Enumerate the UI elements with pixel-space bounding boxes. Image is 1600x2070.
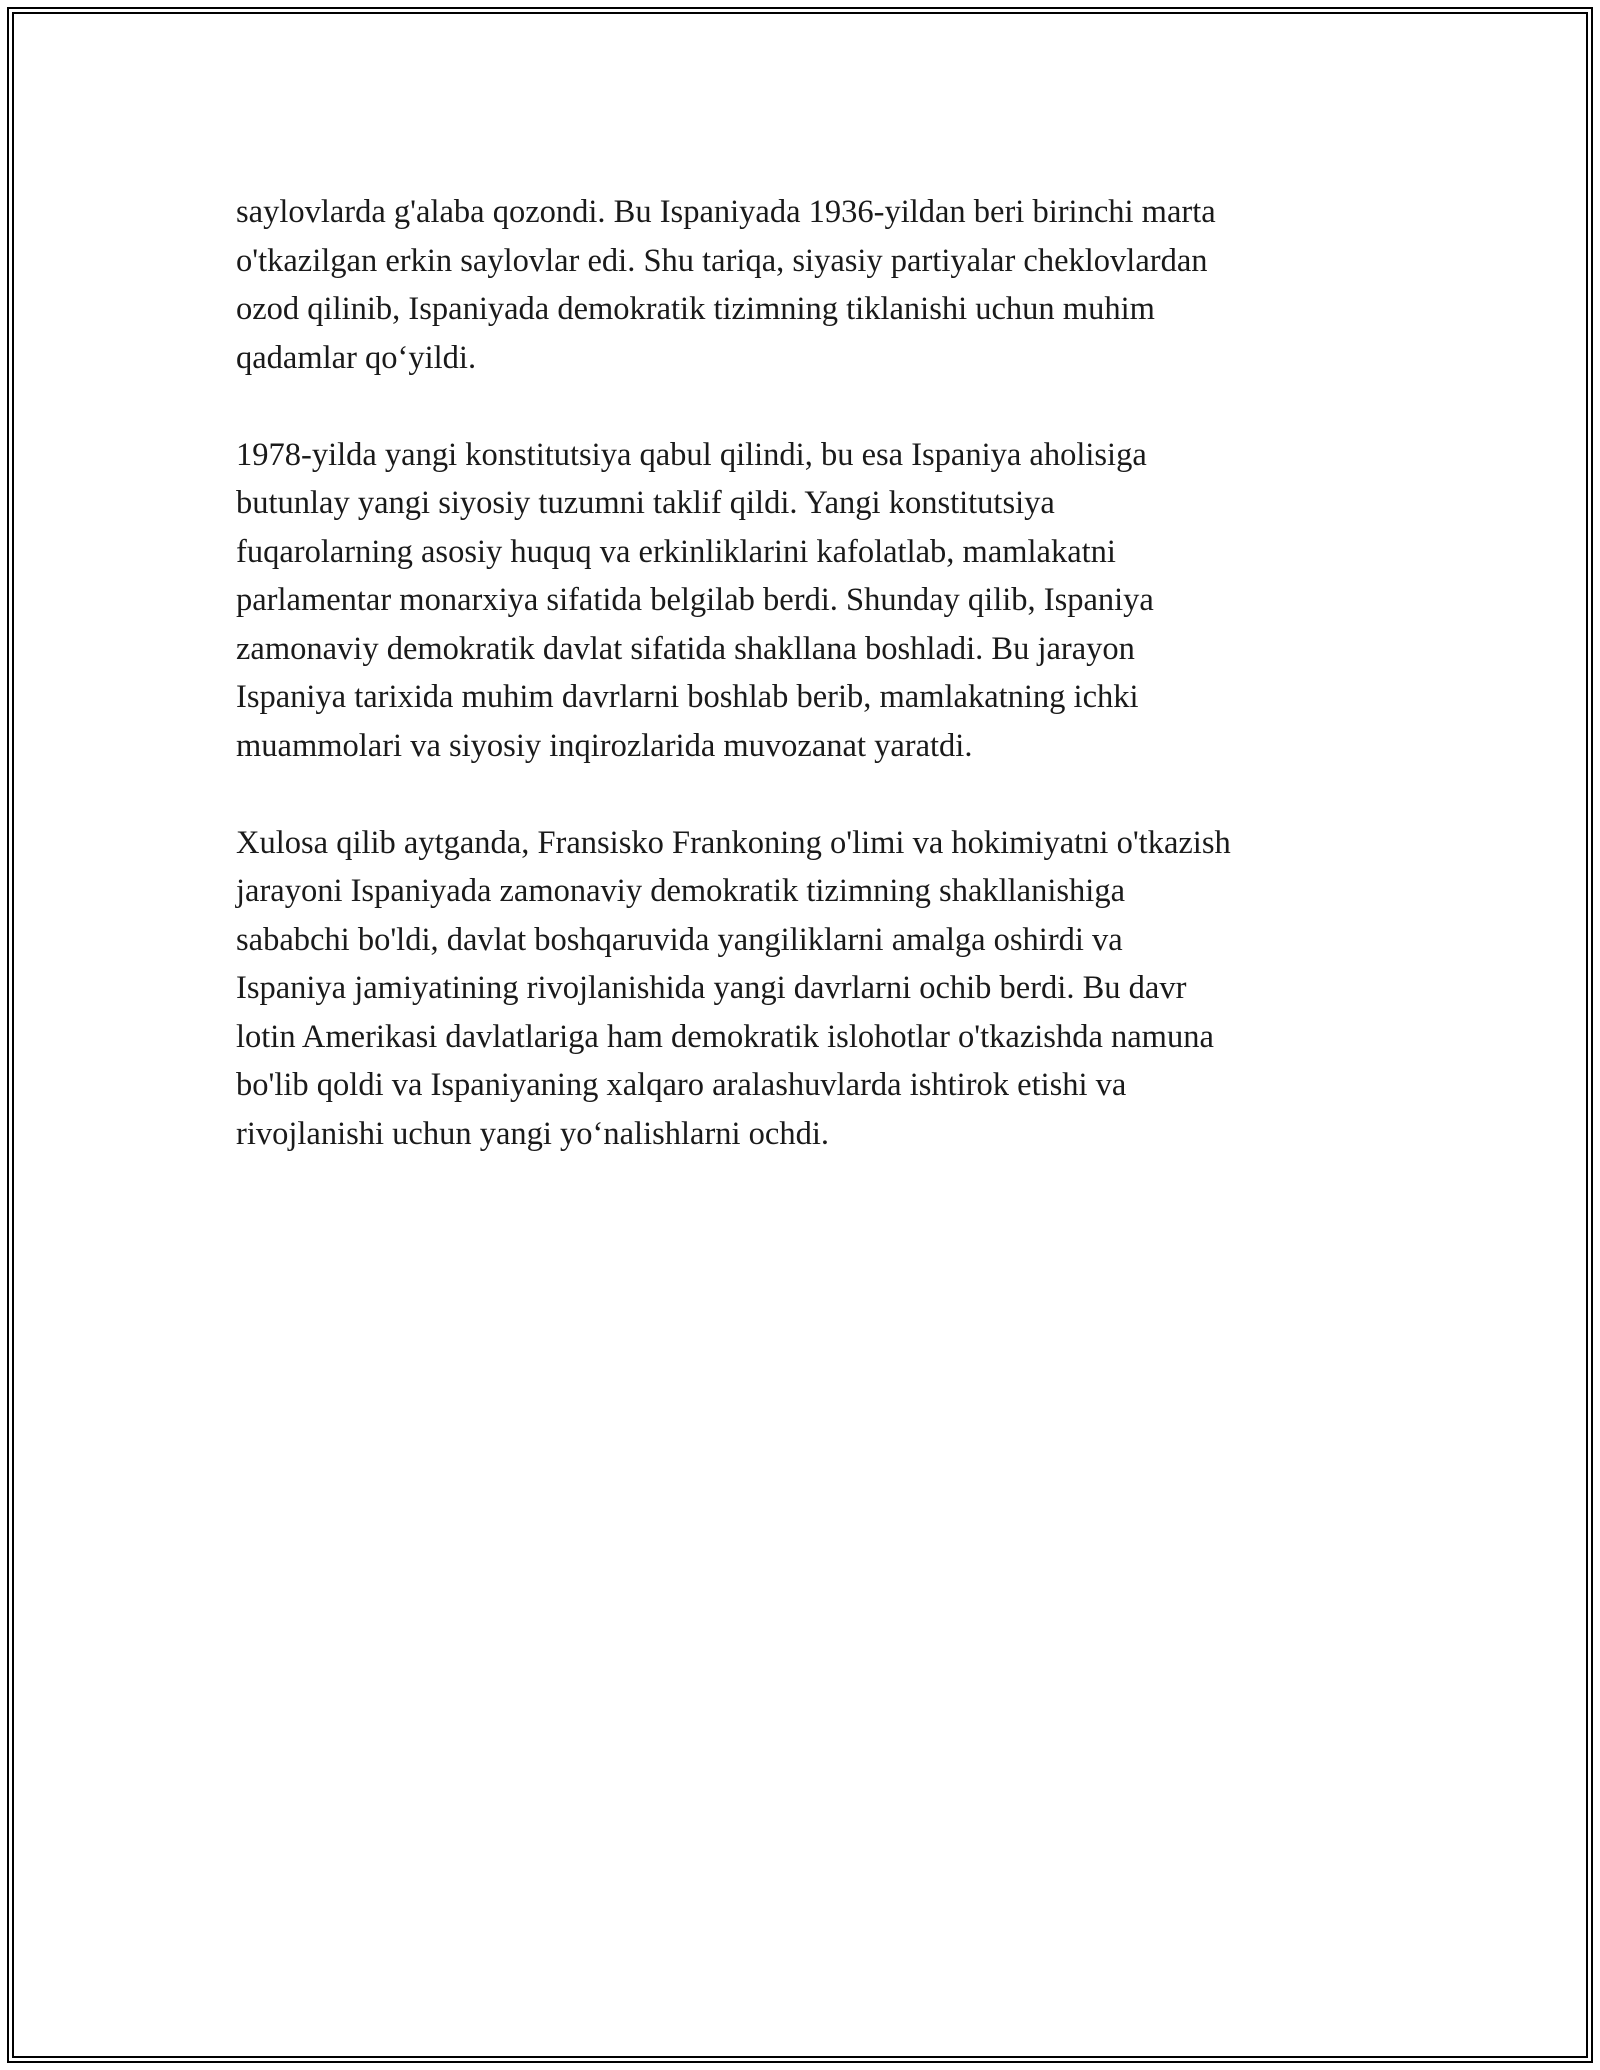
text-line: Ispaniya jamiyatining rivojlanishida yangi davrlarni ochib berdi. Bu davr bbox=[236, 970, 1187, 1006]
text-line: fuqarolarning asosiy huquq va erkinliklarini kafolatlab, mamlakatni bbox=[236, 533, 1116, 570]
text-line: o'tkazilgan erkin saylovlar edi. Shu tariqa, siyasiy partiyalar cheklovlardan bbox=[236, 242, 1208, 279]
text-line: butunlay yangi siyosiy tuzumni taklif qildi. Yangi konstitutsiya bbox=[236, 485, 1055, 521]
text-line: parlamentar monarxiya sifatida belgilab berdi. Shunday qilib, Ispaniya bbox=[236, 582, 1154, 618]
text-line: saylovlarda g'alaba qozondi. Bu Ispaniyada 1936-yildan beri birinchi marta bbox=[236, 194, 1216, 230]
text-line: ozod qilinib, Ispaniyada demokratik tizimning tiklanishi uchun muhim bbox=[236, 291, 1155, 327]
paragraph-3 bbox=[236, 819, 1376, 1159]
text-line: muammolari va siyosiy inqirozlarida muvozanat yaratdi. bbox=[236, 727, 973, 764]
text-line: Xulosa qilib aytganda, Fransisko Frankoning o'limi va hokimiyatni o'tkazish bbox=[236, 824, 1231, 861]
text-line: bo'lib qoldi va Ispaniyaning xalqaro aralashuvlarda ishtirok etishi va bbox=[236, 1067, 1127, 1103]
text-line: 1978-yilda yangi konstitutsiya qabul qilindi, bu esa Ispaniya aholisiga bbox=[236, 436, 1147, 473]
paragraph-1 bbox=[236, 188, 1376, 382]
text-line: zamonaviy demokratik davlat sifatida shakllana boshladi. Bu jarayon bbox=[236, 630, 1135, 667]
text-line: jarayoni Ispaniyada zamonaviy demokratik tizimning shakllanishiga bbox=[236, 873, 1125, 909]
text-line: Ispaniya tarixida muhim davrlarni boshlab berib, mamlakatning ichki bbox=[236, 679, 1139, 715]
document-body bbox=[236, 188, 1376, 1207]
text-line: sababchi bo'ldi, davlat boshqaruvida yangiliklarni amalga oshirdi va bbox=[236, 921, 1123, 958]
text-line: rivojlanishi uchun yangi yo‘nalishlarni ochdi. bbox=[236, 1115, 830, 1152]
text-line: qadamlar qo‘yildi. bbox=[236, 339, 477, 376]
text-line: lotin Amerikasi davlatlariga ham demokratik islohotlar o'tkazishda namuna bbox=[236, 1018, 1214, 1055]
paragraph-2 bbox=[236, 431, 1376, 771]
